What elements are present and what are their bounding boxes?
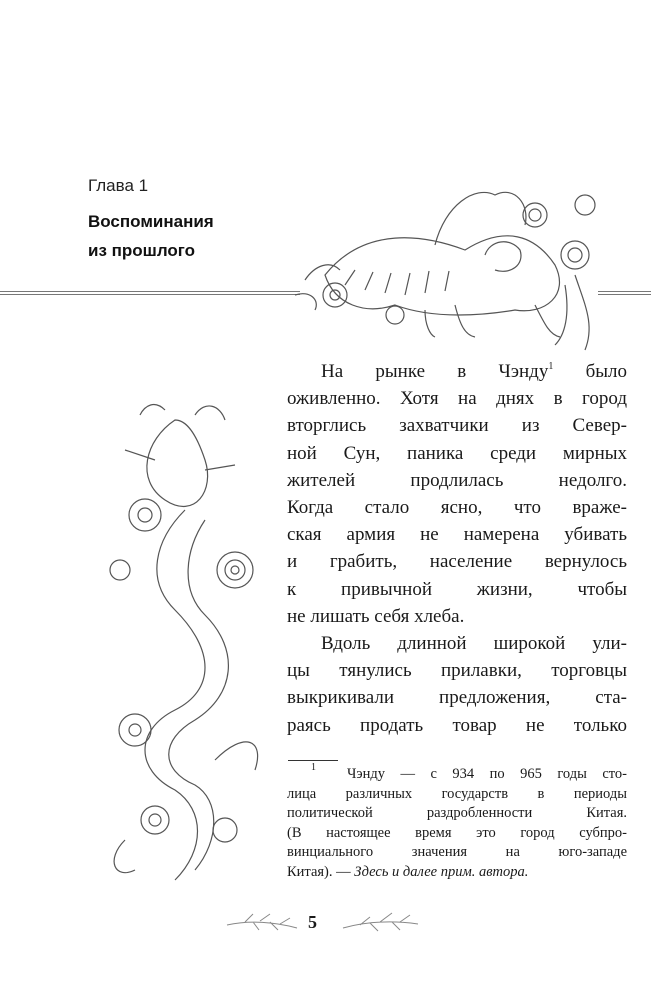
body-line: оживленно. Хотя на днях в город <box>287 388 627 410</box>
footnote-line: лица различных государств в периоды <box>287 785 627 802</box>
tiger-dragon-illustration <box>285 165 615 355</box>
body-line: На рынке в Чэнду$^1$ было <box>321 361 627 382</box>
footnote-line: винциального значения на юго-западе <box>287 844 627 861</box>
chapter-label: Глава 1 <box>88 176 149 195</box>
footnote-rule <box>288 760 338 761</box>
footnote-line: Китая). — Здесь и далее прим. автора. <box>287 863 529 880</box>
sprig-ornament-left <box>225 910 300 935</box>
sprig-ornament-right <box>340 910 420 935</box>
footnote-line: (В настоящее время это город субпро- <box>287 824 627 841</box>
dragon-flower-illustration <box>95 400 285 900</box>
body-line: к привычной жизни, чтобы <box>287 578 627 600</box>
body-line: раясь продать товар не только <box>287 714 627 736</box>
body-line: ская армия не намерена убивать <box>287 524 627 546</box>
body-line: вторглись захватчики из Север- <box>287 415 627 437</box>
body-text <box>287 358 627 739</box>
page-number: 5 <box>308 912 317 932</box>
body-line: ной Сун, паника среди мирных <box>287 442 627 464</box>
footnote-line: политической раздробленности Китая. <box>287 805 627 822</box>
footnote <box>287 762 628 883</box>
chapter-title-line: из прошлого <box>88 241 196 260</box>
body-line: не лишать себя хлеба. <box>287 605 465 627</box>
body-line: и грабить, население вернулось <box>287 551 627 573</box>
footnote-ref[interactable]: 1 <box>548 361 554 372</box>
body-line: Когда стало ясно, что враже- <box>287 497 627 519</box>
body-line: Вдоль длинной широкой ули- <box>321 633 627 655</box>
footnote-line: $^1$ Чэнду — с 934 по 965 годы сто- <box>311 762 628 782</box>
body-line: жителей продлилась недолго. <box>287 469 627 491</box>
body-line: цы тянулись прилавки, торговцы <box>287 660 627 682</box>
body-line: выкрикивали предложения, ста- <box>287 687 627 709</box>
chapter-title-line: Воспоминания <box>88 212 214 231</box>
footnote-marker: 1 <box>311 762 316 773</box>
chapter-title <box>88 207 214 265</box>
header-rule-left <box>0 291 300 295</box>
